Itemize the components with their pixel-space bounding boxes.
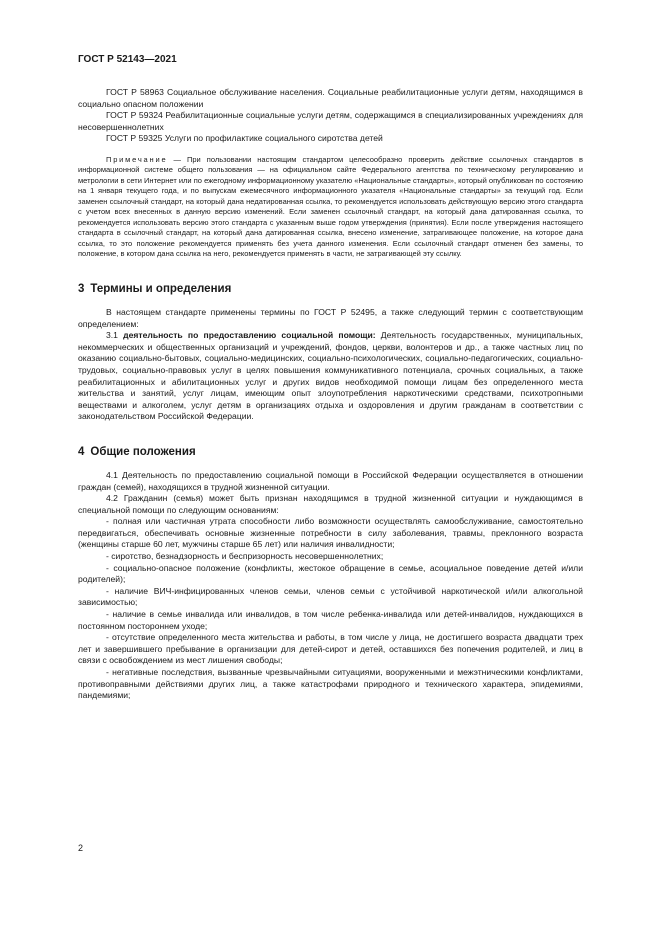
definition-text: Деятельность государственных, муниципальных, некоммерческих и общественных организаций и учреждений, фондов, церкви, волонтеров и др., а также частных лиц по оказанию социально-бытовых, социально-медицинских, социально-психологических, социально-педагогических, социально-трудовых, социально-правовых услуг в целях повышения коммуникативного потенциала, срочных социальных, а также реабилитационных и абилитационных услуг и других видов необходимой помощи лицам без определенного места жительства и занятий, услуг лицам, имеющим опыт злоупотребления наркотическими средствами, психотропными веществами и алкоголем, услуг детям в организациях отдыха и оздоровления и другим гражданам в соответствии с законодательством Российской Федерации. — [78, 330, 584, 422]
reference-item: ГОСТ Р 59324 Реабилитационные социальные услуги детям, содержащимся в специализированных учреждениях для несовершеннолетних — [78, 110, 583, 132]
note-label: Примечание — [106, 154, 168, 164]
clause-4-1: 4.1 Деятельность по предоставлению социальной помощи в Российской Федерации осуществляется в отношении граждан (семей), находящихся в трудной жизненной ситуации. — [78, 469, 583, 492]
note-text: — При пользовании настоящим стандартом целесообразно проверить действие ссылочных стандартов в информационной системе общего пользования — на официальном сайте Федерального агентства по техническому регулированию и метрологии в сети Интернет или по ежегодному информационному указателю «Национальные стандарты», который опубликован по состоянию на 1 января текущего года, и по выпускам ежемесячного информационного указателя «Национальные стандарты» за текущий год. Если заменен ссылочный стандарт, на который дана недатированная ссылка, то рекомендуется использовать действующую версию этого стандарта с учетом всех внесенных в данную версию изменений. Если заменен ссылочный стандарт, на который дана датированная ссылка, то рекомендуется использовать версию этого стандарта с указанным выше годом утверждения (принятия). Если после утверждения настоящего стандарта в ссылочный стандарт, на который дана датированная ссылка, внесено изменение, затрагивающее положение, на которое дана ссылка, то это положение рекомендуется применять без учета данного изменения. Если ссылочный стандарт отменен без замены, то положение, в котором дана ссылка на него, рекомендуется применять в части, не затрагивающей эту ссылку. — [78, 154, 583, 259]
reference-item: ГОСТ Р 58963 Социальное обслуживание населения. Социальные реабилитационные услуги детям, находящимся в социально опасном положении — [78, 87, 583, 109]
section-3 — [78, 283, 583, 423]
list-item: - отсутствие определенного места жительства и работы, в том числе у лица, не достигшего возраста двадцати трех лет и завершившего пребывание в организации для детей-сирот и детей, оставшихся без попечения родителей, и лиц в связи с освобождением из мест лишения свободы; — [78, 632, 583, 666]
section-heading — [78, 283, 583, 295]
list-item: - полная или частичная утрата способности либо возможности осуществлять самообслуживание, самостоятельно передвигаться, обеспечивать основные жизненные потребности в силу заболевания, травмы, преклонного возраста (женщины старше 60 лет, мужчины старше 65 лет) или наличия инвалидности; — [78, 516, 583, 550]
section-heading — [78, 446, 583, 458]
section-number: 4 — [78, 445, 85, 458]
term-number: 3.1 — [106, 330, 118, 341]
section-intro: В настоящем стандарте применены термины по ГОСТ Р 52495, а также следующий термин с соответствующим определением: — [78, 306, 583, 329]
note-paragraph — [78, 155, 583, 260]
section-title: Общие положения — [90, 445, 196, 458]
list-item: - сиротство, безнадзорность и беспризорность несовершеннолетних; — [106, 551, 384, 562]
document-id: ГОСТ Р 52143—2021 — [78, 54, 177, 65]
term-definition — [78, 330, 583, 423]
term-name: деятельность по предоставлению социальной помощи: — [123, 330, 376, 341]
reference-item: ГОСТ Р 59325 Услуги по профилактике социального сиротства детей — [106, 133, 383, 144]
list-item: - негативные последствия, вызванные чрезвычайными ситуациями, вооруженными и межэтническими конфликтами, противоправными действиями других лиц, а также катастрофами природного и технического характера, эпидемиями, пандемиями; — [78, 667, 583, 701]
page-number: 2 — [78, 843, 84, 853]
section-number: 3 — [78, 282, 85, 295]
list-item: - социально-опасное положение (конфликты, жестокое обращение в семье, асоциальное поведение детей и/или родителей); — [78, 562, 583, 585]
section-title: Термины и определения — [90, 282, 232, 295]
section-4 — [78, 446, 583, 702]
list-item: - наличие в семье инвалида или инвалидов, в том числе ребенка-инвалида или детей-инвалидов, нуждающихся в постоянном постороннем уходе; — [78, 609, 583, 631]
clause-4-2: 4.2 Гражданин (семья) может быть признан находящимся в трудной жизненной ситуации и нуждающимся в специальной помощи по следующим основаниям: — [78, 493, 583, 515]
list-item: - наличие ВИЧ-инфицированных членов семьи, членов семьи с устойчивой наркотической и/или алкогольной зависимостью; — [78, 585, 583, 608]
